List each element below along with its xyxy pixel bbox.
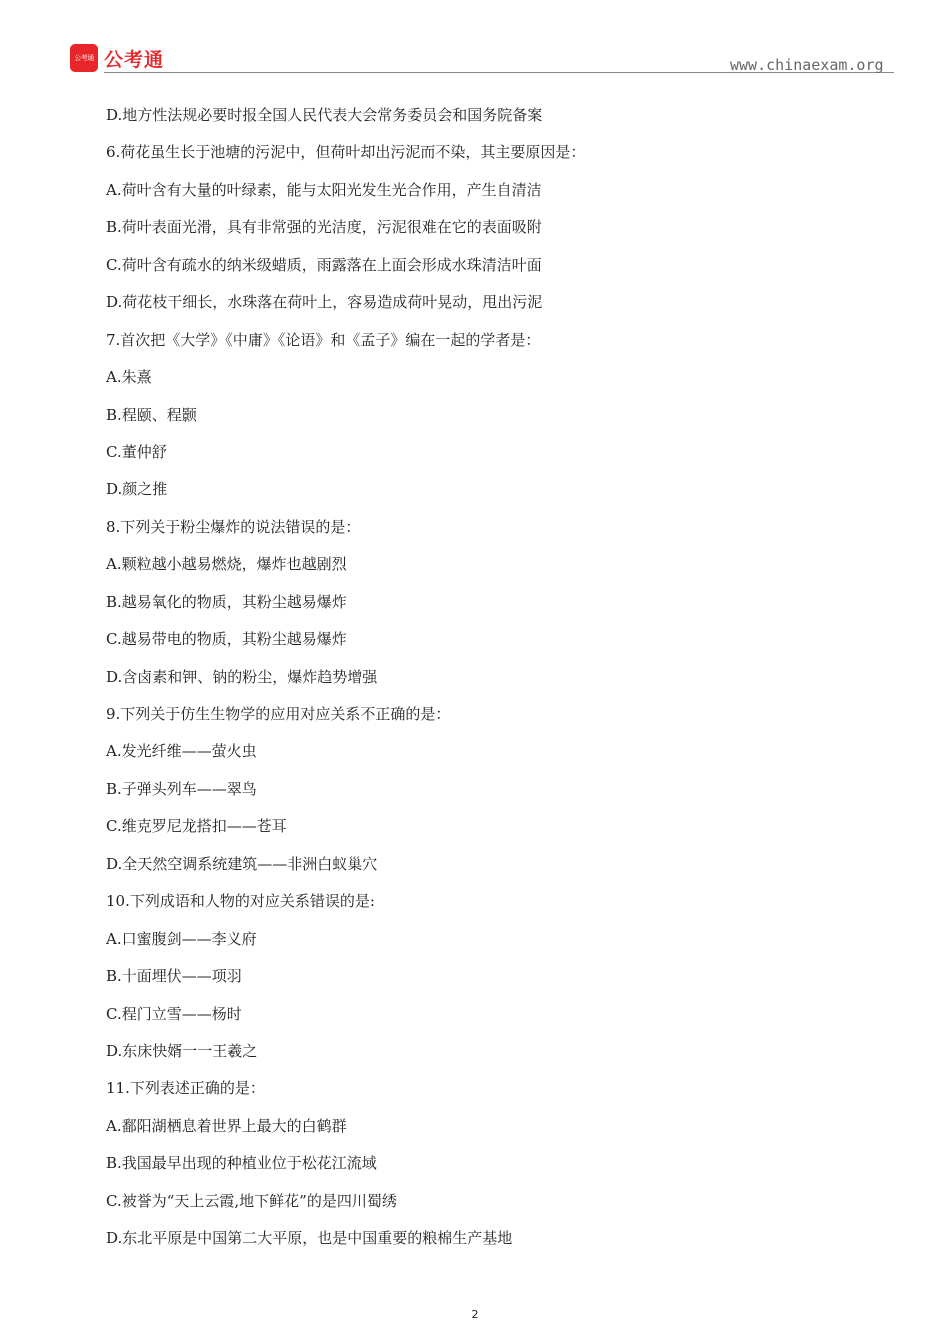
brand-logo [70,44,164,72]
website-url: www.chinaexam.org [730,56,884,74]
logo-text: 公考通 [104,48,165,71]
option-11a: A.鄱阳湖栖息着世界上最大的白鹤群 [106,1116,347,1135]
option-10a: A.口蜜腹剑——李义府 [106,929,257,948]
option-8a: A.颗粒越小越易燃烧，爆炸也越剧烈 [106,555,347,574]
question-6: 6.荷花虽生长于池塘的污泥中，但荷叶却出污泥而不染，其主要原因是： [106,143,586,162]
option-7a: A.朱熹 [106,368,152,387]
question-10: 10.下列成语和人物的对应关系错误的是: [106,892,375,911]
option-8c: C.越易带电的物质，其粉尘越易爆炸 [106,630,347,649]
question-8: 8.下列关于粉尘爆炸的说法错误的是： [106,517,361,536]
option-6d: D.荷花枝干细长，水珠落在荷叶上，容易造成荷叶晃动，甩出污泥 [106,293,543,312]
question-11: 11.下列表述正确的是： [106,1079,265,1098]
document-body [106,100,906,1261]
option-10d: D.东床快婿一一王羲之 [106,1041,258,1060]
option-7d: D.颜之推 [106,480,168,499]
option-11c: C.被誉为“天上云霞,地下鲜花”的是四川蜀绣 [106,1191,397,1210]
text-line: D.地方性法规必要时报全国人民代表大会常务委员会和国务院备案 [106,106,543,124]
page-header [0,0,950,100]
question-9: 9.下列关于仿生生物学的应用对应关系不正确的是： [106,705,451,723]
page-number: 2 [471,1308,479,1321]
option-11b: B.我国最早出现的种植业位于松花江流域 [106,1154,377,1173]
option-8d: D.含卤素和钾、钠的粉尘，爆炸趋势增强 [106,667,378,686]
option-9a: A.发光纤维——萤火虫 [106,742,257,761]
option-9b: B.子弹头列车——翠鸟 [106,779,257,798]
option-10b: B.十面埋伏——项羽 [106,967,242,986]
option-6c: C.荷叶含有疏水的纳米级蜡质，雨露落在上面会形成水珠清洁叶面 [106,255,542,274]
option-7b: B.程颐、程颢 [106,405,197,424]
option-6a: A.荷叶含有大量的叶绿素，能与太阳光发生光合作用，产生自清洁 [106,180,542,199]
option-9d: D.全天然空调系统建筑——非洲白蚁巢穴 [106,854,378,873]
option-9c: C.维克罗尼龙搭扣——苍耳 [106,817,287,836]
option-8b: B.越易氧化的物质，其粉尘越易爆炸 [106,592,347,611]
option-7c: C.董仲舒 [106,442,167,461]
option-10c: C.程门立雪——杨时 [106,1004,242,1023]
option-6b: B.荷叶表面光滑，具有非常强的光洁度，污泥很难在它的表面吸附 [106,218,542,237]
question-7: 7.首次把《大学》《中庸》《论语》和《孟子》编在一起的学者是： [106,330,541,349]
option-11d: D.东北平原是中国第二大平原，也是中国重要的粮棉生产基地 [106,1229,513,1248]
logo-badge-icon: 公考通 [70,44,98,72]
